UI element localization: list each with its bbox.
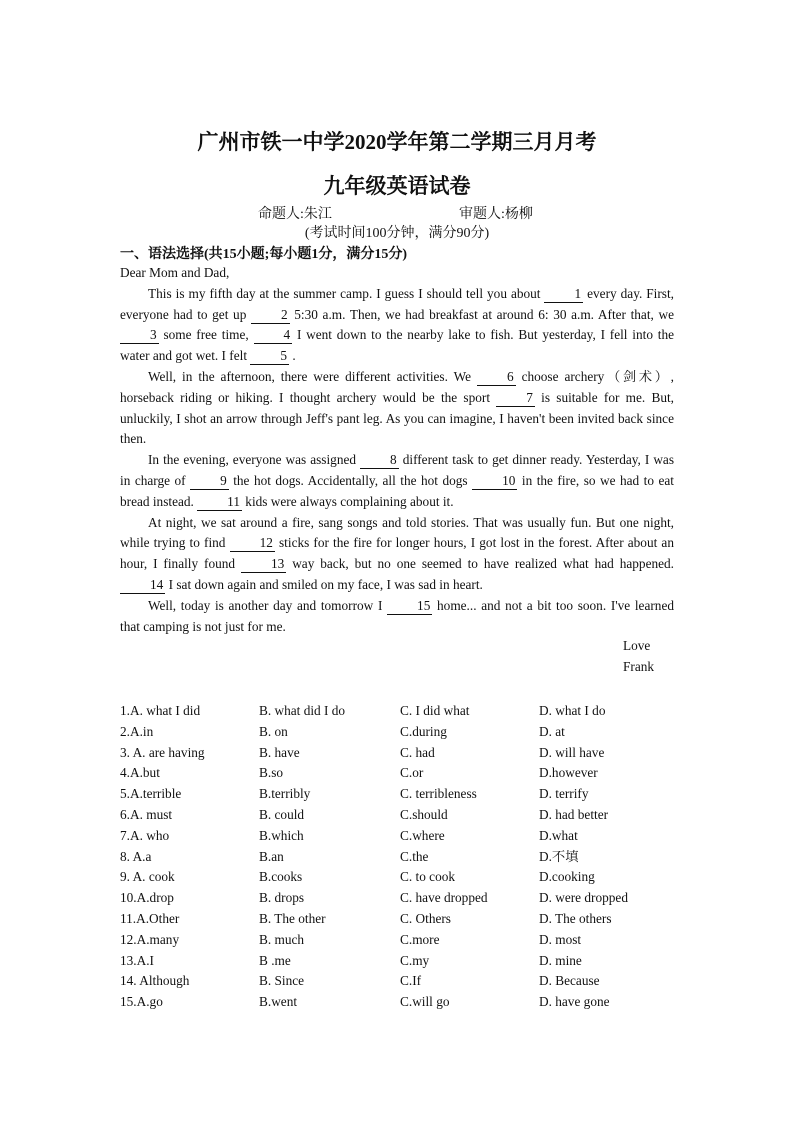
answer-blank: 5 (250, 348, 289, 365)
letter-signature: Frank (623, 659, 655, 674)
option-choice: 2.A.in (120, 723, 154, 739)
letter-paragraph (120, 596, 674, 638)
option-choice: B .me (259, 952, 291, 968)
option-choice: C. Others (400, 910, 451, 926)
passage-text: the hot dogs. Accidentally, all the hot dogs (228, 472, 473, 488)
passage-text: way back, but no one seemed to have realized what had happened. (286, 556, 674, 572)
answer-blank: 9 (190, 473, 229, 490)
letter-paragraph (120, 513, 674, 596)
letter-paragraph (120, 367, 674, 450)
option-choice: D. had better (539, 806, 609, 822)
option-choice: B. Since (259, 973, 305, 989)
option-choice: 1.A. what I did (120, 703, 201, 718)
answer-blank: 1 (544, 286, 583, 303)
letter-closing: Love (623, 638, 651, 653)
option-choice: D. have gone (539, 994, 610, 1010)
option-choice: D. will have (539, 744, 605, 760)
option-choice: C. to cook (400, 869, 456, 885)
option-choice: D. what I do (539, 703, 606, 718)
passage-text: in the fire, so we had to eat bread instead. (120, 472, 675, 509)
passage-text: 5:30 a.m. Then, we had breakfast at around 6: 30 a.m. After that, we (289, 306, 674, 322)
option-choice: 4.A.but (120, 765, 160, 781)
option-choice: C.the (400, 848, 429, 864)
option-row (120, 826, 680, 847)
option-choice: D. terrify (539, 786, 589, 802)
passage-text: This is my fifth day at the summer camp. I guess I should tell you about (148, 285, 545, 301)
option-choice: B.which (259, 827, 304, 843)
option-choice: C.during (400, 723, 447, 739)
section-title: 一、语法选择(共15小题;每小题1分，满分15分) (120, 247, 407, 262)
option-row (120, 701, 680, 722)
option-choice: C.or (400, 765, 424, 781)
passage-text: every day. First, everyone had to get up (120, 285, 674, 322)
letter-paragraph (120, 284, 674, 367)
option-choice: B. on (259, 723, 288, 739)
option-row (120, 992, 680, 1013)
answer-blank: 15 (387, 598, 432, 615)
answer-blank: 14 (120, 577, 165, 594)
passage-text: home... and not a bit too soon. I've learned that camping is not just for me. (120, 597, 674, 634)
passage-text: some free time, (158, 327, 254, 343)
answer-blank: 2 (251, 307, 290, 324)
option-choice: B.terribly (259, 786, 311, 802)
option-row (120, 867, 680, 888)
option-row (120, 805, 680, 826)
option-choice: 15.A.go (120, 994, 163, 1010)
letter-greeting: Dear Mom and Dad, (120, 265, 230, 280)
option-choice: 5.A.terrible (120, 786, 182, 802)
option-row (120, 971, 680, 992)
letter-paragraph (120, 450, 674, 512)
passage-text: In the evening, everyone was assigned (148, 452, 361, 468)
option-choice: D.what (539, 827, 578, 843)
passage-text: . (289, 348, 296, 364)
option-choice: 8. A.a (120, 848, 152, 864)
answer-blank: 7 (496, 390, 535, 407)
setter-name: 命题人:朱江 (258, 207, 332, 222)
option-choice: C. terribleness (400, 786, 477, 802)
option-choice: C. had (400, 744, 435, 760)
option-row (120, 847, 680, 868)
option-choice: C.should (400, 806, 448, 822)
option-choice: B. could (259, 806, 305, 822)
option-choice: B.cooks (259, 869, 303, 885)
answer-blank: 4 (254, 327, 293, 344)
option-choice: B. what did I do (259, 703, 346, 718)
time-info: (考试时间100分钟，满分90分) (304, 226, 490, 241)
option-choice: B. drops (259, 890, 305, 906)
exam-subtitle: 九年级英语试卷 (323, 174, 471, 198)
option-choice: C. I did what (400, 703, 470, 718)
option-row (120, 930, 680, 951)
answer-blank: 12 (230, 535, 275, 552)
option-choice: 9. A. cook (120, 869, 175, 885)
option-row (120, 784, 680, 805)
option-choice: 3. A. are having (120, 744, 205, 760)
passage-text: choose archery（剑术）, horseback riding or hiking. I thought archery would be the sport (120, 368, 674, 405)
option-choice: D.不填 (539, 848, 579, 864)
option-choice: 12.A.many (120, 931, 180, 947)
answer-blank: 3 (120, 327, 159, 344)
letter-passage (120, 263, 674, 637)
passage-text: I went down to the nearby lake to fish. But yesterday, I fell into the water and got wet. I felt (120, 327, 675, 364)
passage-text: At night, we sat around a fire, sang songs and told stories. That was usually fun. But one night, while trying to find (120, 514, 674, 551)
option-choice: D. were dropped (539, 890, 628, 906)
option-choice: D. at (539, 723, 565, 739)
passage-text: kids were always complaining about it. (241, 493, 454, 509)
passage-text: I sat down again and smiled on my face, I was sad in heart. (165, 576, 483, 592)
option-row (120, 743, 680, 764)
option-choice: B.went (259, 994, 298, 1010)
reviewer-name: 审题人:杨柳 (459, 207, 533, 222)
option-choice: C. have dropped (400, 890, 488, 906)
passage-text: Well, today is another day and tomorrow I (148, 597, 388, 613)
option-choice: 14. Although (120, 973, 190, 989)
answer-blank: 6 (477, 369, 516, 386)
option-choice: B. much (259, 931, 305, 947)
passage-text: Well, in the afternoon, there were different activities. We (148, 368, 477, 384)
answer-blank: 11 (197, 494, 242, 511)
option-choice: B. have (259, 744, 300, 760)
passage-text: sticks for the fire for longer hours, I got lost in the forest. After about an hour, I finally found (120, 535, 674, 572)
option-choice: 6.A. must (120, 806, 173, 822)
option-choice: D. mine (539, 952, 582, 968)
option-row (120, 888, 680, 909)
option-choice: 13.A.I (120, 952, 154, 968)
option-row (120, 722, 680, 743)
option-row (120, 951, 680, 972)
option-choice: 7.A. who (120, 827, 170, 843)
option-choice: C.my (400, 952, 430, 968)
option-choice: C.more (400, 931, 440, 947)
option-row (120, 909, 680, 930)
option-choice: B.so (259, 765, 284, 781)
option-row (120, 763, 680, 784)
option-choice: C.will go (400, 994, 450, 1010)
passage-text: is suitable for me. But, unluckily, I shot an arrow through Jeff's pant leg. As you can imagine, I haven't been invited back since then. (120, 389, 674, 447)
option-choice: B.an (259, 848, 284, 864)
options-list (120, 701, 680, 1013)
option-choice: C.where (400, 827, 445, 843)
passage-text: different task to get dinner ready. Yesterday, I was in charge of (120, 452, 674, 488)
option-choice: C.If (400, 973, 422, 989)
option-choice: D. most (539, 931, 582, 947)
exam-title: 广州市铁一中学2020学年第二学期三月月考 (197, 130, 597, 154)
answer-blank: 10 (472, 473, 517, 490)
option-choice: D. Because (539, 973, 600, 989)
option-choice: B. The other (259, 910, 326, 926)
answer-blank: 13 (241, 556, 286, 573)
answer-blank: 8 (360, 452, 399, 469)
option-choice: D.cooking (539, 869, 595, 885)
option-choice: D. The others (539, 910, 612, 926)
option-choice: 10.A.drop (120, 890, 174, 906)
option-choice: 11.A.Other (120, 910, 180, 926)
option-choice: D.however (539, 765, 598, 781)
